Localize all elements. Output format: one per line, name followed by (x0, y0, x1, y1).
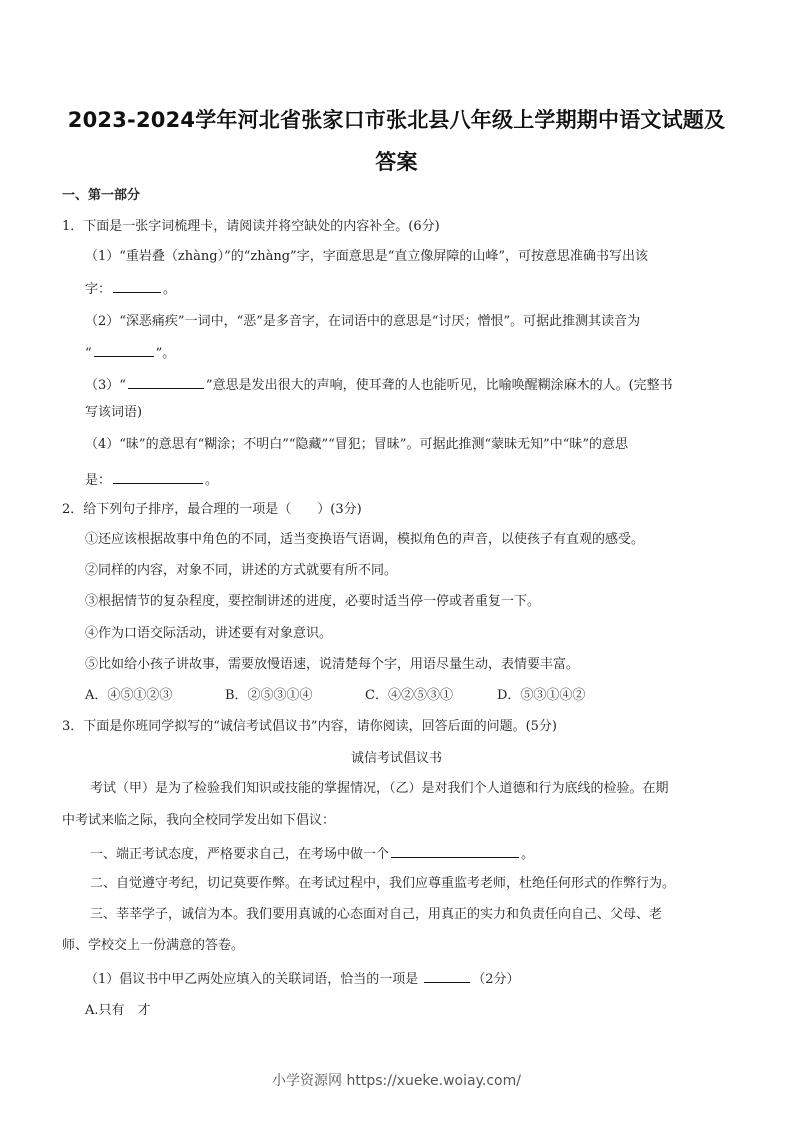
proposal-blank[interactable] (391, 843, 519, 858)
q2-option-c[interactable]: C．④②⑤③① (365, 688, 453, 703)
document-title-line1: 2023-2024学年河北省张家口市张北县八年级上学期期中语文试题及 (67, 108, 726, 132)
document-title-line2: 答案 (375, 150, 418, 174)
q1-part4-prefix: 是： (85, 473, 112, 488)
q2-stem: 2．给下列句子排序，最合理的一项是（ ）(3分) (62, 502, 362, 517)
q2-option-d[interactable]: D．⑤③①④② (497, 688, 586, 703)
q2-sentence-1: ①还应该根据故事中角色的不同，适当变换语气语调，模拟角色的声音，以使孩子有直观的感受。 (85, 532, 645, 547)
q1-part4-answer-line (85, 469, 218, 490)
q1-part3-continued: 写该词语) (85, 405, 143, 420)
q3-subquestion-1 (85, 968, 520, 989)
proposal-paragraph-1: 考试（甲）是为了检验我们知识或技能的掌握情况，（乙）是对我们个人道德和行为底线的检验。在期 (90, 781, 669, 796)
q1-part3-prefix: （3）“ (85, 378, 126, 393)
q2-sentence-2: ②同样的内容，对象不同，讲述的方式就要有所不同。 (85, 563, 398, 578)
q1-part4-blank[interactable] (113, 469, 203, 484)
proposal-paragraph-4-continued: 师、学校交上一份满意的答卷。 (62, 938, 245, 953)
q1-part4-suffix: 。 (205, 473, 219, 488)
proposal-paragraph-4: 三、莘莘学子，诚信为本。我们要用真诚的心态面对自己，用真正的实力和负责任向自己、父母、老 (90, 907, 663, 922)
proposal-title: 诚信考试倡议书 (350, 751, 442, 766)
q3-subquestion-1-text: （1）倡议书中甲乙两处应填入的关联词语，恰当的一项是 (85, 972, 419, 987)
q1-part1-answer-line (85, 278, 176, 299)
q1-part1-text: （1）“重岩叠（zhàng）”的“zhàng”字，字面意思是“直立像屏障的山峰”，可按意思准确书写出该 (85, 249, 648, 264)
q1-part2-answer-line (85, 342, 175, 363)
q2-option-a[interactable]: A．④⑤①②③ (85, 688, 173, 703)
q1-part2-text: （2）“深恶痛疾”一词中，“恶”是多音字，在词语中的意思是“讨厌；憎恨”。可据此推测其读音为 (85, 314, 641, 329)
q1-part4-text: （4）“昧”的意思有“糊涂；不明白”“隐藏”“冒犯；冒昧”。可据此推测“蒙昧无知”中“昧”的意思 (85, 437, 629, 452)
q1-part1-blank[interactable] (113, 278, 161, 293)
q3-subquestion-1-blank[interactable] (424, 968, 470, 983)
q1-part3-suffix: ”意思是发出很大的声响，使耳聋的人也能听见，比喻唤醒糊涂麻木的人。(完整书 (205, 378, 673, 393)
q1-part2-blank[interactable] (94, 342, 154, 357)
q1-part3-blank[interactable] (128, 374, 204, 389)
section-heading: 一、第一部分 (62, 188, 141, 203)
q1-part1-suffix: 。 (163, 282, 177, 297)
footer-watermark: 小学资源网 https://xueke.woiay.com/ (272, 1073, 521, 1089)
q1-part3-text (85, 374, 673, 395)
q1-stem: 1．下面是一张字词梳理卡，请阅读并将空缺处的内容补全。(6分) (62, 219, 440, 234)
q1-part2-suffix: ”。 (155, 346, 176, 361)
q1-part2-prefix: “ (85, 346, 92, 361)
proposal-paragraph-2 (90, 843, 534, 864)
proposal-paragraph-2-text: 一、端正考试态度，严格要求自己，在考场中做一个 (90, 847, 390, 862)
q3-subquestion-1-points: （2分） (472, 972, 520, 987)
proposal-paragraph-1-continued: 中考试来临之际，我向全校同学发出如下倡议： (62, 813, 336, 828)
q2-sentence-3: ③根据情节的复杂程度，要控制讲述的进度，必要时适当停一停或者重复一下。 (85, 594, 541, 609)
q2-option-b[interactable]: B．②⑤③①④ (225, 688, 313, 703)
proposal-paragraph-3: 二、自觉遵守考纪，切记莫要作弊。在考试过程中，我们应尊重监考老师，杜绝任何形式的作弊行为。 (90, 876, 676, 891)
q2-sentence-4: ④作为口语交际活动，讲述要有对象意识。 (85, 626, 333, 641)
q2-sentence-5: ⑤比如给小孩子讲故事，需要放慢语速，说清楚每个字，用语尽量生动，表情要丰富。 (85, 657, 580, 672)
q3-subquestion-1-option-a[interactable]: A.只有 才 (85, 1003, 151, 1018)
q1-part1-prefix: 字： (85, 282, 112, 297)
q3-stem: 3．下面是你班同学拟写的“诚信考试倡议书”内容，请你阅读，回答后面的问题。(5分) (62, 719, 557, 734)
proposal-paragraph-2-suffix: 。 (521, 847, 535, 862)
